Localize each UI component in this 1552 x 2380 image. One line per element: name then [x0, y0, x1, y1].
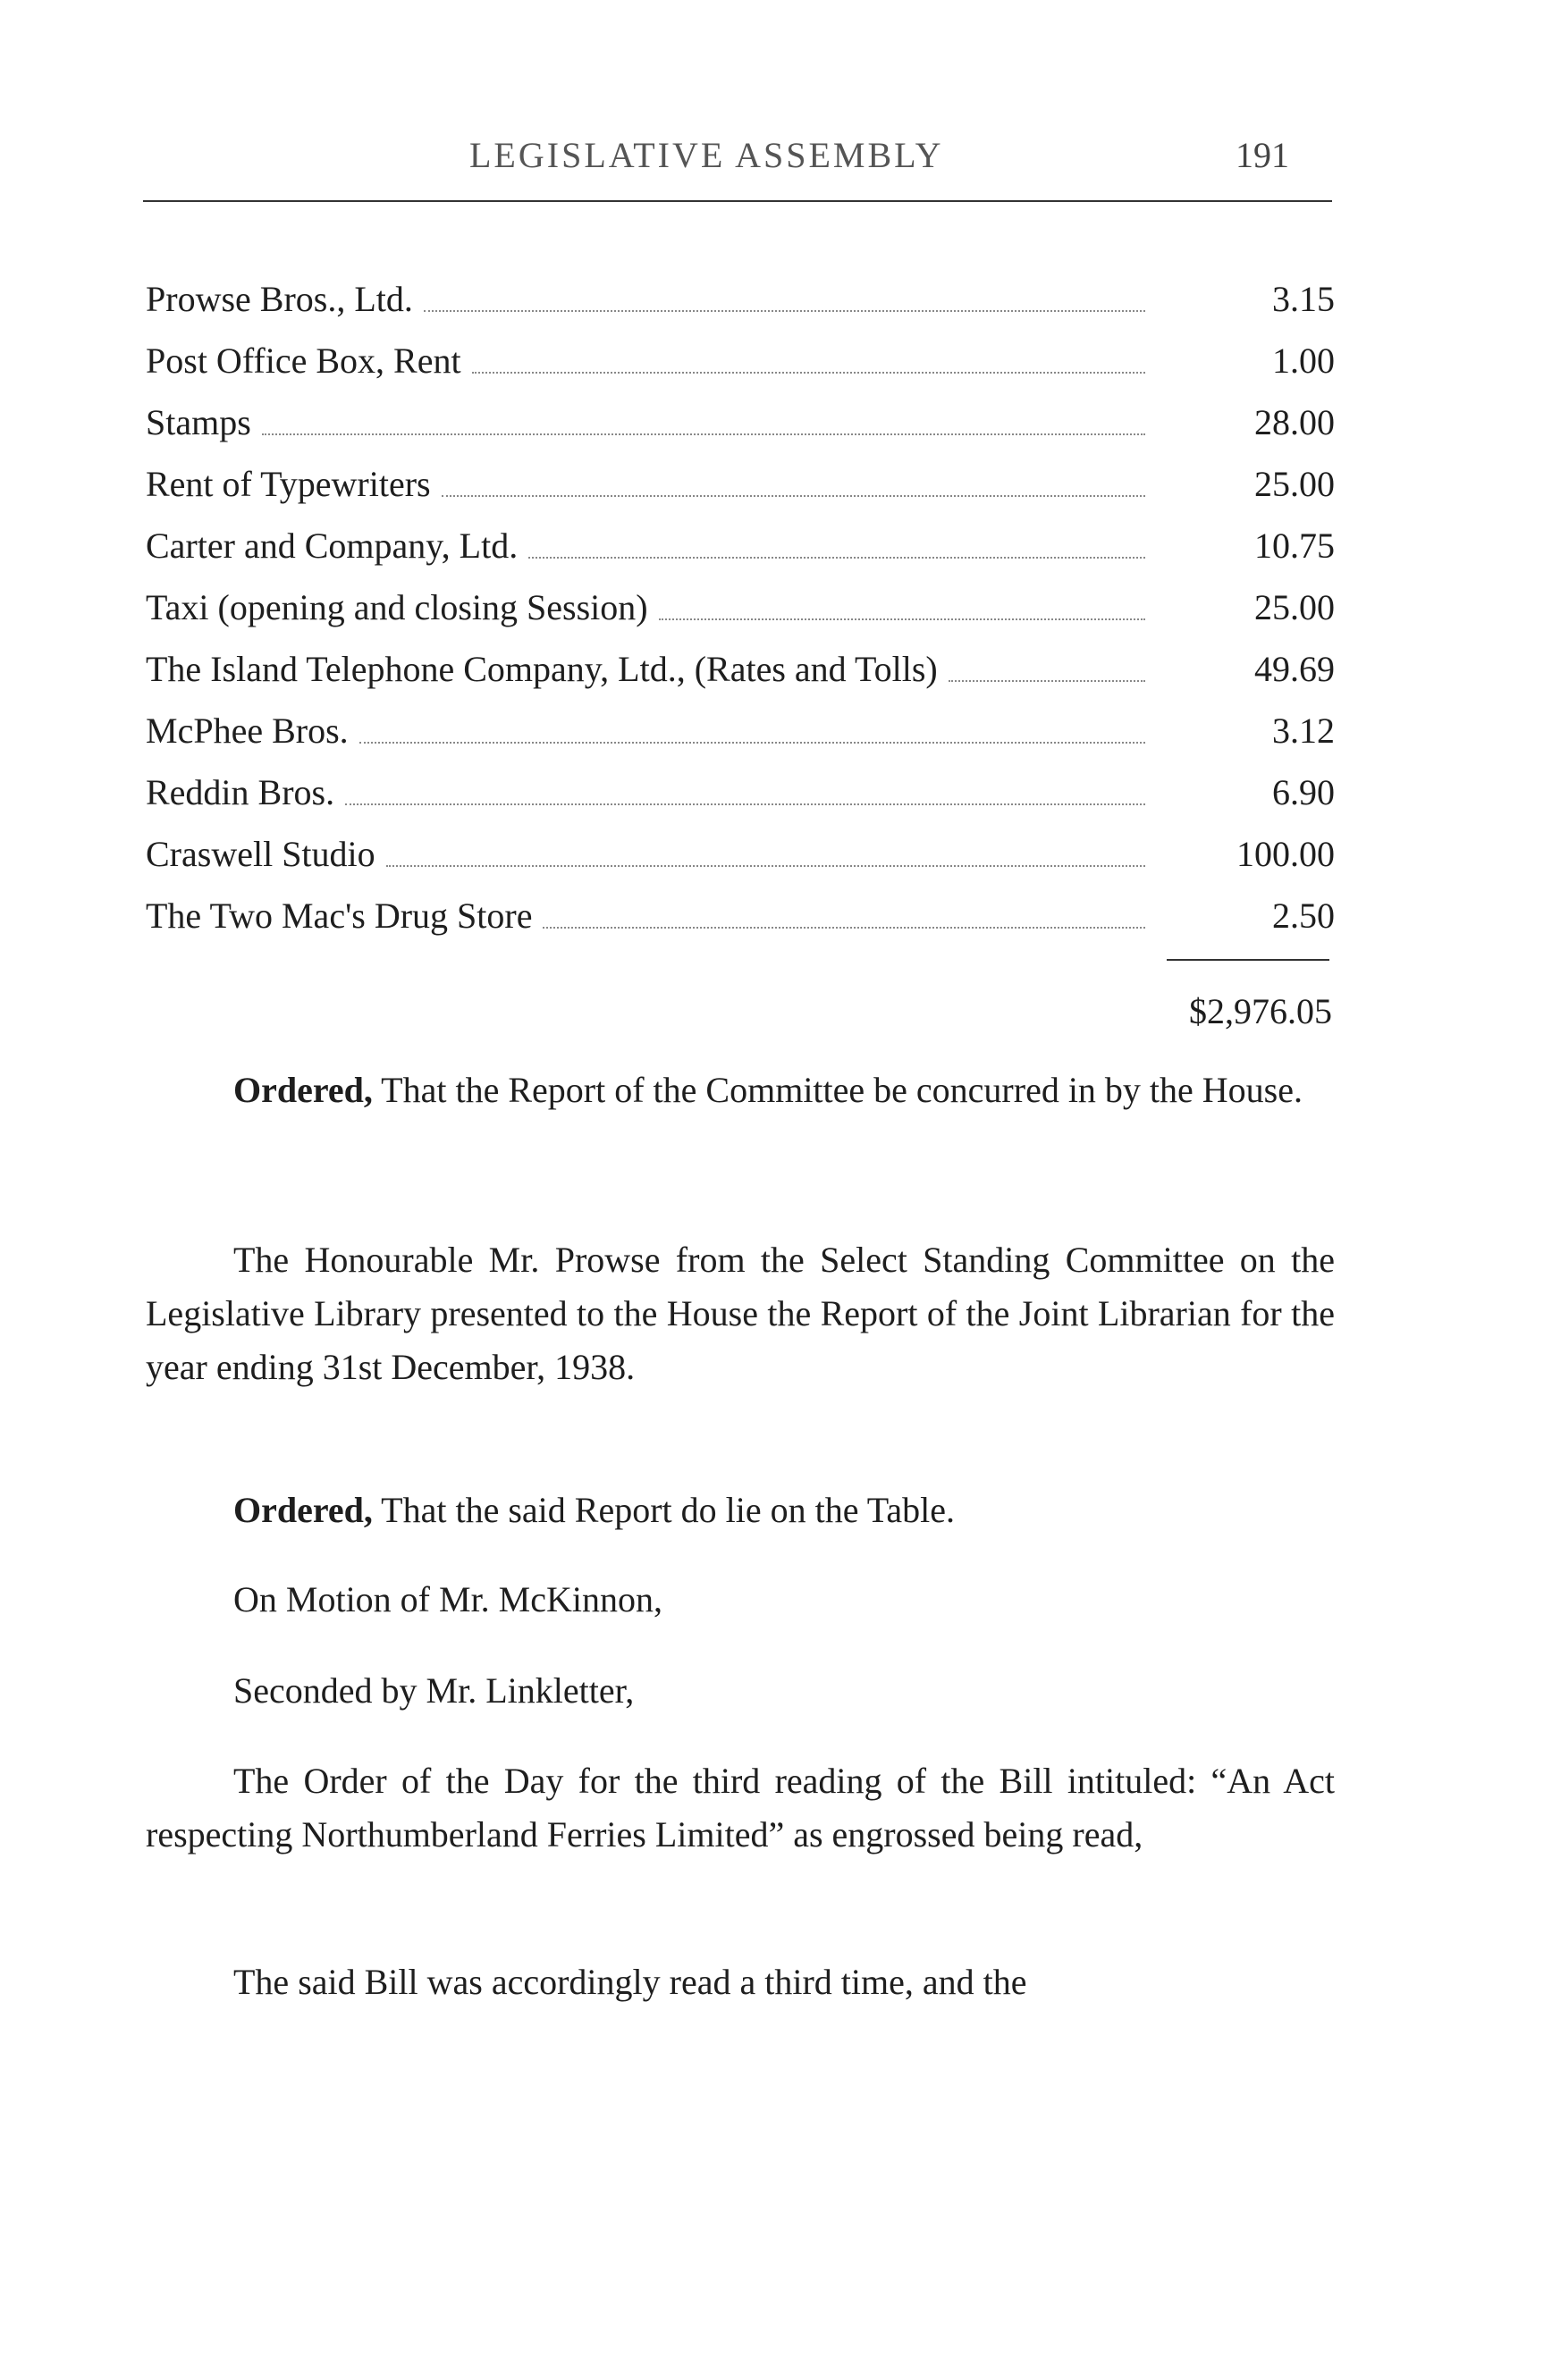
ledger-row	[146, 876, 1335, 938]
expense-ledger	[146, 259, 1335, 938]
ledger-row	[146, 444, 1335, 506]
ledger-item-amount: 3.12	[1272, 711, 1335, 751]
paragraph-motion: On Motion of Mr. McKinnon,	[233, 1579, 662, 1619]
ledger-item-name: Taxi (opening and closing Session)	[146, 587, 648, 627]
paragraph-text: That the said Report do lie on the Table.	[372, 1490, 956, 1530]
ledger-item-name: The Two Mac's Drug Store	[146, 896, 533, 936]
ledger-row	[146, 753, 1335, 814]
page-header	[0, 134, 1552, 188]
total-rule	[1167, 959, 1329, 961]
dot-leader	[359, 742, 1145, 744]
ledger-item-amount: 100.00	[1236, 834, 1335, 874]
ledger-item-name: The Island Telephone Company, Ltd., (Rates and Tolls)	[146, 649, 938, 689]
dot-leader	[543, 927, 1145, 929]
ledger-item-amount: 6.90	[1272, 772, 1335, 812]
ledger-item-amount: 10.75	[1254, 526, 1335, 566]
ordered-label: Ordered,	[233, 1490, 373, 1530]
dot-leader	[949, 680, 1145, 682]
ledger-item-amount: 3.15	[1272, 279, 1335, 319]
dot-leader	[386, 865, 1145, 867]
ledger-row	[146, 691, 1335, 753]
dot-leader	[424, 310, 1145, 312]
dot-leader	[659, 618, 1145, 620]
dot-leader	[442, 495, 1145, 497]
ledger-item-name: McPhee Bros.	[146, 711, 349, 751]
ledger-item-amount: 1.00	[1272, 341, 1335, 381]
ledger-item-name: Prowse Bros., Ltd.	[146, 279, 413, 319]
paragraph-ordered-concurred	[146, 1064, 1335, 1117]
paragraph-ordered-table	[146, 1484, 1335, 1537]
ledger-item-amount: 25.00	[1254, 464, 1335, 504]
ledger-row	[146, 629, 1335, 691]
paragraph-seconded: Seconded by Mr. Linkletter,	[233, 1670, 635, 1711]
dot-leader	[345, 803, 1145, 805]
paragraph-order-of-day: The Order of the Day for the third reading of the Bill intituled: “An Act respecting Northumberland Ferries Limited” as engrossed being read,	[146, 1761, 1335, 1854]
paragraph-text: That the Report of the Committee be concurred in by the House.	[372, 1070, 1303, 1110]
ledger-item-amount: 28.00	[1254, 402, 1335, 442]
ledger-row	[146, 259, 1335, 321]
ledger-item-name: Reddin Bros.	[146, 772, 335, 812]
dot-leader	[472, 372, 1145, 374]
header-rule	[143, 200, 1332, 202]
page-number: 191	[1236, 135, 1289, 175]
ledger-row	[146, 506, 1335, 568]
ledger-item-amount: 49.69	[1254, 649, 1335, 689]
paragraph-third-reading: The said Bill was accordingly read a third time, and the	[233, 1962, 1027, 2002]
ledger-item-amount: 25.00	[1254, 587, 1335, 627]
ordered-label: Ordered,	[233, 1070, 373, 1110]
ledger-total: $2,976.05	[1189, 991, 1332, 1031]
dot-leader	[262, 433, 1145, 435]
ledger-row	[146, 383, 1335, 444]
paragraph-library-report: The Honourable Mr. Prowse from the Select Standing Committee on the Legislative Library presented to the House the Report of the Joint Librarian for the year ending 31st December, 1938.	[146, 1240, 1335, 1387]
ledger-item-name: Rent of Typewriters	[146, 464, 431, 504]
ledger-row	[146, 568, 1335, 629]
ledger-row	[146, 321, 1335, 383]
ledger-item-name: Carter and Company, Ltd.	[146, 526, 519, 566]
ledger-row	[146, 814, 1335, 876]
ledger-item-name: Stamps	[146, 402, 251, 442]
running-title: LEGISLATIVE ASSEMBLY	[469, 135, 944, 175]
dot-leader	[528, 557, 1145, 559]
ledger-item-amount: 2.50	[1272, 896, 1335, 936]
ledger-item-name: Post Office Box, Rent	[146, 341, 461, 381]
ledger-item-name: Craswell Studio	[146, 834, 375, 874]
